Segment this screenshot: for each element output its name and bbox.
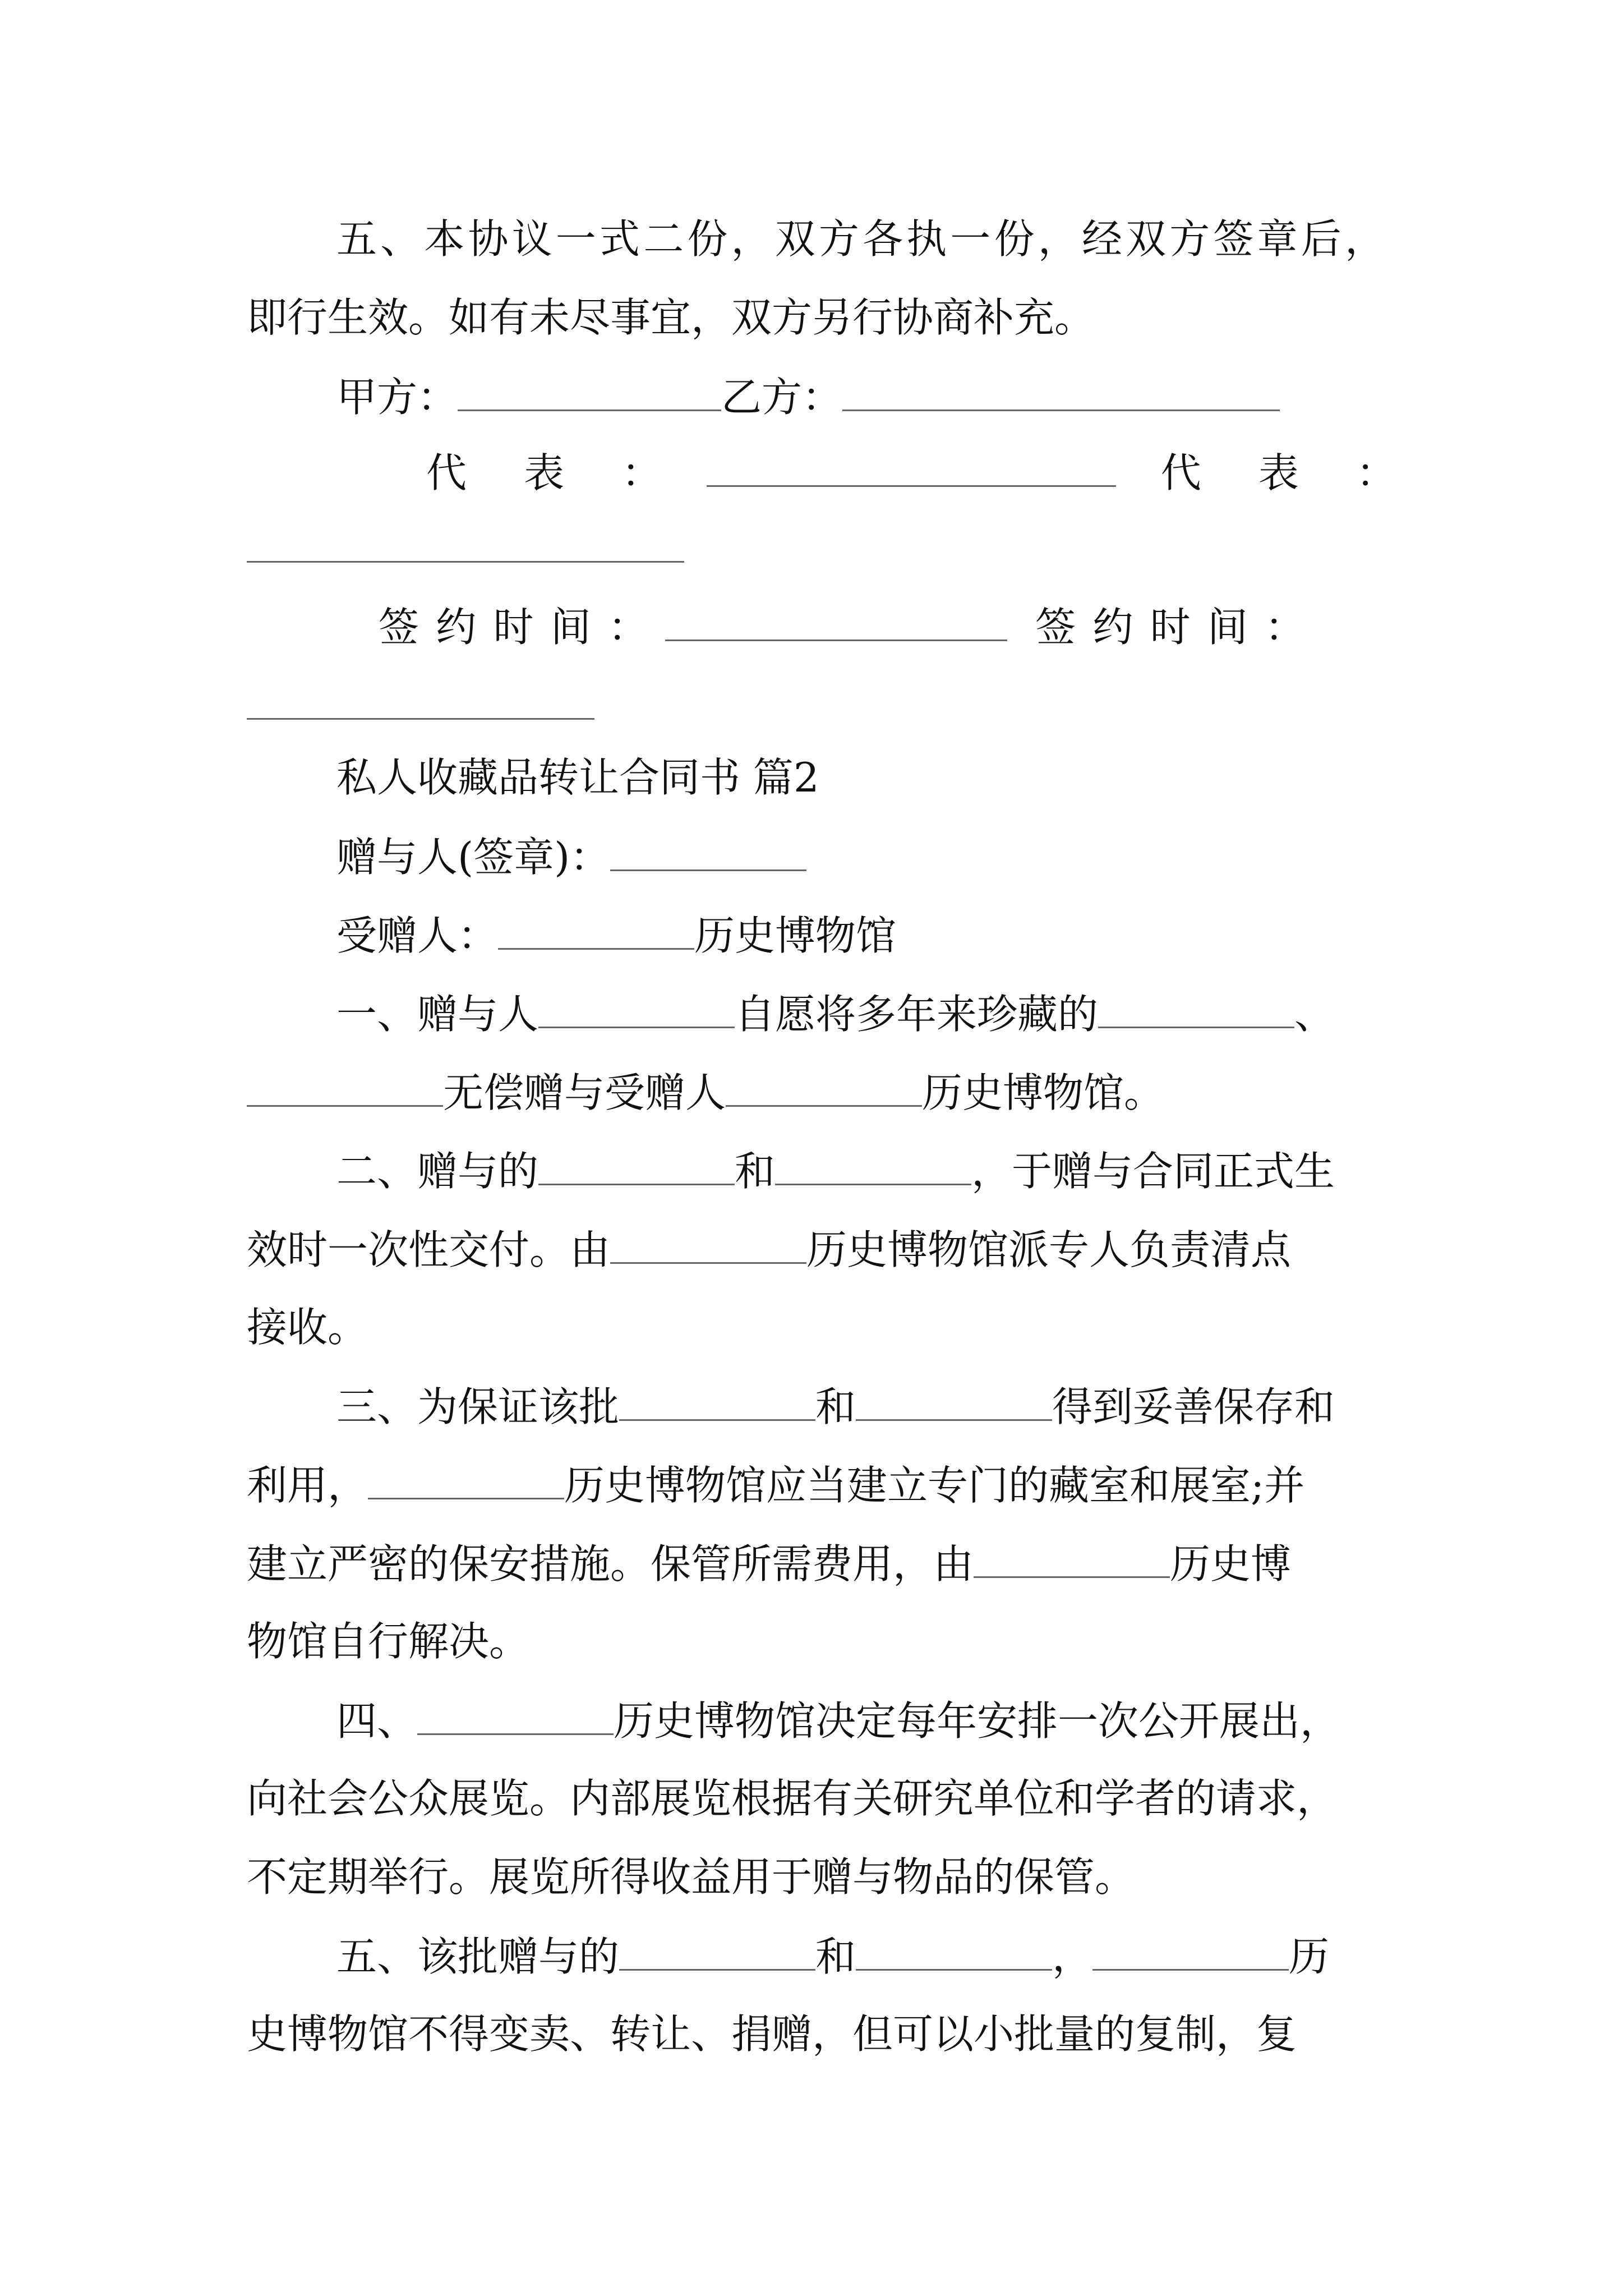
section-title: 私人收藏品转让合同书 篇2	[336, 754, 819, 801]
signature-party-line	[336, 376, 1385, 426]
blank	[619, 1386, 815, 1421]
article-2-line-3: 接收。	[247, 1304, 368, 1351]
rep-a-blank	[707, 452, 1116, 487]
clause-5-line-2: 即行生效。如有未尽事宜，双方另行协商补充。	[247, 294, 1095, 341]
article-1-line-2: 无偿赠与受赠人 历史博物馆。	[247, 1071, 1385, 1122]
article-1-line-1: 一、赠与人 自愿将多年来珍藏的 、	[336, 991, 1335, 1038]
rep-a-label: 代 表 ：	[426, 449, 684, 496]
article-3-line-4: 物馆自行解决。	[247, 1618, 530, 1665]
party-a-blank	[458, 376, 721, 411]
article-3-line-3: 建立严密的保安措施。保管所需费用，由 历史博	[247, 1540, 1292, 1588]
article-2-line-1: 二、赠与的 和 ，于赠与合同正式生	[336, 1148, 1335, 1195]
donor-line: 赠与人(签章)：	[336, 836, 1385, 886]
article-4-line-3: 不定期举行。展览所得收益用于赠与物品的保管。	[247, 1853, 1136, 1901]
party-b-blank	[842, 376, 1280, 411]
blank	[610, 1228, 806, 1264]
date-b-label: 签约时间：	[1035, 604, 1322, 651]
article-4-line-1: 四、 历史博物馆决定每年安排一次公开展出，	[336, 1697, 1341, 1745]
article-5-line-2: 史博物馆不得变卖、转让、捐赠，但可以小批量的复制，复	[247, 2010, 1297, 2058]
blank	[619, 1935, 815, 1971]
blank	[856, 1935, 1052, 1971]
blank	[1098, 993, 1294, 1028]
blank	[538, 993, 735, 1028]
recipient-line: 受赠人： 历史博物馆	[336, 912, 897, 959]
blank	[538, 1150, 735, 1185]
article-3-line-2: 利用， 历史博物馆应当建立专门的藏室和展室;并	[247, 1462, 1305, 1509]
blank	[856, 1386, 1052, 1421]
signing-date-line	[379, 606, 1385, 656]
recipient-blank	[498, 914, 694, 950]
article-2-line-2: 效时一次性交付。由 历史博物馆派专人负责清点	[247, 1226, 1292, 1273]
blank	[974, 1543, 1170, 1578]
blank	[247, 1071, 443, 1107]
blank	[1092, 1935, 1289, 1971]
date-a-blank	[665, 606, 1007, 641]
article-3-line-1: 三、为保证该批 和 得到妥善保存和	[336, 1383, 1335, 1430]
blank	[775, 1150, 971, 1185]
rep-b-label: 代 表 ：	[1160, 449, 1419, 496]
clause-5-line-1: 五、本协议一式二份，双方各执一份，经双方签章后，	[336, 215, 1385, 263]
article-4-line-2: 向社会公众展览。内部展览根据有关研究单位和学者的请求，	[247, 1775, 1338, 1822]
blank	[417, 1700, 614, 1735]
article-5-line-1: 五、该批赠与的 和 ， 历	[336, 1933, 1330, 1980]
date-a-label: 签约时间：	[379, 604, 666, 651]
donor-blank	[610, 836, 806, 871]
blank	[368, 1464, 564, 1499]
blank	[726, 1071, 922, 1107]
representative-line	[426, 449, 1419, 502]
rep-b-blank	[247, 561, 684, 563]
party-a-label: 甲方：	[336, 374, 458, 421]
party-b-label: 乙方：	[721, 374, 843, 421]
date-b-blank	[247, 718, 594, 720]
